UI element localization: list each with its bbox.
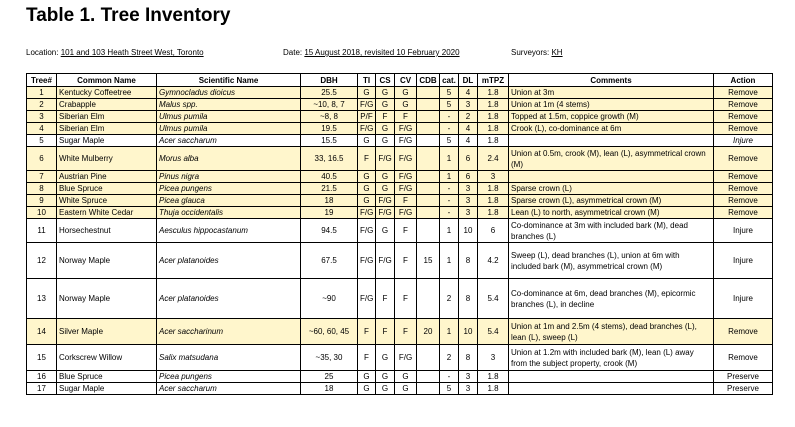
action-cell: Remove [714,99,773,111]
column-header: DBH [301,74,358,87]
cs-cell: F/G [376,195,395,207]
ti-cell: G [358,135,376,147]
cat-cell: 1 [440,243,459,279]
surveyors-value: KH [551,48,563,57]
column-header: cat. [440,74,459,87]
cdb-cell [417,207,440,219]
tree-number-cell: 12 [27,243,57,279]
table-row [27,195,773,207]
comments-cell: Union at 1m and 2.5m (4 stems), dead branches (L), lean (L), sweep (L) [509,319,714,345]
comments-cell: Union at 1.2m with included bark (M), lean (L) away from the subject property, crook (M) [509,345,714,371]
table-row [27,183,773,195]
action-cell: Preserve [714,383,773,395]
common-name-cell: Norway Maple [57,243,157,279]
tree-number-cell: 8 [27,183,57,195]
scientific-name-cell: Picea glauca [157,195,301,207]
action-cell: Injure [714,243,773,279]
dl-cell: 10 [459,319,478,345]
cv-cell: F/G [395,207,417,219]
cv-cell: F [395,279,417,319]
mtpz-cell: 1.8 [478,99,509,111]
tree-number-cell: 2 [27,99,57,111]
tree-number-cell: 13 [27,279,57,319]
dbh-cell: 94.5 [301,219,358,243]
cat-cell: 5 [440,99,459,111]
comments-cell: Union at 3m [509,87,714,99]
action-cell: Remove [714,147,773,171]
cdb-cell [417,123,440,135]
comments-cell [509,371,714,383]
cv-cell: F/G [395,135,417,147]
dl-cell: 8 [459,345,478,371]
table-row [27,171,773,183]
dbh-cell: 19 [301,207,358,219]
tree-number-cell: 5 [27,135,57,147]
mtpz-cell: 6 [478,219,509,243]
action-cell: Remove [714,319,773,345]
cv-cell: F/G [395,147,417,171]
comments-cell: Sweep (L), dead branches (L), union at 6m with included bark (M), asymmetrical crown (M) [509,243,714,279]
scientific-name-cell: Picea pungens [157,183,301,195]
common-name-cell: White Mulberry [57,147,157,171]
column-header: mTPZ [478,74,509,87]
cv-cell: F/G [395,171,417,183]
action-cell: Injure [714,279,773,319]
action-cell: Remove [714,171,773,183]
dbh-cell: ~35, 30 [301,345,358,371]
dl-cell: 10 [459,219,478,243]
dl-cell: 3 [459,183,478,195]
cs-cell: F/G [376,147,395,171]
cdb-cell [417,111,440,123]
cs-cell: G [376,171,395,183]
cv-cell: F [395,111,417,123]
ti-cell: G [358,371,376,383]
table-body [27,87,773,395]
cv-cell: F [395,243,417,279]
cdb-cell [417,183,440,195]
cs-cell: G [376,87,395,99]
cat-cell: - [440,371,459,383]
action-cell: Remove [714,207,773,219]
cdb-cell [417,87,440,99]
dl-cell: 3 [459,99,478,111]
dbh-cell: ~90 [301,279,358,319]
ti-cell: F [358,345,376,371]
column-header: Action [714,74,773,87]
cat-cell: - [440,123,459,135]
column-header: Comments [509,74,714,87]
cs-cell: F [376,319,395,345]
column-header: CDB [417,74,440,87]
cdb-cell [417,195,440,207]
dbh-cell: 67.5 [301,243,358,279]
dl-cell: 3 [459,383,478,395]
cv-cell: F [395,195,417,207]
dl-cell: 3 [459,371,478,383]
action-cell: Remove [714,87,773,99]
date-meta [283,48,460,57]
mtpz-cell: 2.4 [478,147,509,171]
cdb-cell [417,147,440,171]
column-header: Scientific Name [157,74,301,87]
cs-cell: G [376,123,395,135]
mtpz-cell: 1.8 [478,135,509,147]
cat-cell: - [440,207,459,219]
common-name-cell: Sugar Maple [57,383,157,395]
dl-cell: 3 [459,195,478,207]
header-row [27,74,773,87]
dl-cell: 4 [459,87,478,99]
dl-cell: 8 [459,243,478,279]
column-header: TI [358,74,376,87]
tree-number-cell: 14 [27,319,57,345]
common-name-cell: Crabapple [57,99,157,111]
location-value: 101 and 103 Heath Street West, Toronto [60,48,204,57]
comments-cell: Co-dominance at 3m with included bark (M), dead branches (L) [509,219,714,243]
ti-cell: G [358,383,376,395]
mtpz-cell: 1.8 [478,383,509,395]
comments-cell [509,383,714,395]
date-label: Date: [283,48,305,57]
scientific-name-cell: Ulmus pumila [157,123,301,135]
tree-number-cell: 4 [27,123,57,135]
cs-cell: F/G [376,207,395,219]
surveyors-meta [511,48,563,57]
mtpz-cell: 1.8 [478,183,509,195]
dl-cell: 3 [459,207,478,219]
action-cell: Injure [714,135,773,147]
cat-cell: 2 [440,345,459,371]
common-name-cell: Siberian Elm [57,111,157,123]
cat-cell: 5 [440,383,459,395]
cat-cell: 1 [440,147,459,171]
dbh-cell: 18 [301,383,358,395]
table-row [27,99,773,111]
mtpz-cell: 1.8 [478,207,509,219]
mtpz-cell: 5.4 [478,279,509,319]
scientific-name-cell: Acer saccharum [157,135,301,147]
dbh-cell: ~60, 60, 45 [301,319,358,345]
dbh-cell: 25 [301,371,358,383]
table-row [27,371,773,383]
location-label: Location: [26,48,61,57]
cdb-cell [417,345,440,371]
cv-cell: F [395,219,417,243]
cv-cell: F [395,319,417,345]
cdb-cell: 15 [417,243,440,279]
cdb-cell [417,383,440,395]
common-name-cell: Eastern White Cedar [57,207,157,219]
table-row [27,345,773,371]
mtpz-cell: 1.8 [478,111,509,123]
scientific-name-cell: Picea pungens [157,371,301,383]
column-header: Common Name [57,74,157,87]
table-row [27,243,773,279]
cs-cell: G [376,371,395,383]
cs-cell: G [376,135,395,147]
cat-cell: 5 [440,87,459,99]
ti-cell: F [358,319,376,345]
tree-number-cell: 10 [27,207,57,219]
surveyors-label: Surveyors: [511,48,552,57]
cv-cell: G [395,87,417,99]
dbh-cell: 15.5 [301,135,358,147]
column-header: Tree# [27,74,57,87]
dl-cell: 2 [459,111,478,123]
page-title: Table 1. Tree Inventory [26,5,231,26]
cdb-cell: 20 [417,319,440,345]
dl-cell: 6 [459,171,478,183]
scientific-name-cell: Pinus nigra [157,171,301,183]
cat-cell: - [440,111,459,123]
dl-cell: 4 [459,123,478,135]
common-name-cell: Corkscrew Willow [57,345,157,371]
scientific-name-cell: Acer platanoides [157,243,301,279]
tree-number-cell: 3 [27,111,57,123]
scientific-name-cell: Morus alba [157,147,301,171]
comments-cell: Sparse crown (L) [509,183,714,195]
common-name-cell: Austrian Pine [57,171,157,183]
cs-cell: F/G [376,243,395,279]
mtpz-cell: 1.8 [478,87,509,99]
cdb-cell [417,135,440,147]
dl-cell: 8 [459,279,478,319]
cat-cell: - [440,183,459,195]
common-name-cell: Blue Spruce [57,183,157,195]
common-name-cell: White Spruce [57,195,157,207]
ti-cell: G [358,183,376,195]
cs-cell: F [376,111,395,123]
cv-cell: G [395,383,417,395]
mtpz-cell: 3 [478,345,509,371]
ti-cell: G [358,87,376,99]
dbh-cell: 33, 16.5 [301,147,358,171]
action-cell: Remove [714,195,773,207]
cdb-cell [417,371,440,383]
tree-number-cell: 6 [27,147,57,171]
mtpz-cell: 1.8 [478,123,509,135]
cs-cell: G [376,345,395,371]
table-row [27,319,773,345]
table-row [27,135,773,147]
cat-cell: 2 [440,279,459,319]
dbh-cell: 40.5 [301,171,358,183]
table-row [27,147,773,171]
tree-number-cell: 1 [27,87,57,99]
cat-cell: 5 [440,135,459,147]
ti-cell: F/G [358,219,376,243]
ti-cell: G [358,195,376,207]
dbh-cell: ~8, 8 [301,111,358,123]
comments-cell [509,135,714,147]
dl-cell: 6 [459,147,478,171]
cdb-cell [417,279,440,319]
common-name-cell: Siberian Elm [57,123,157,135]
dbh-cell: 19.5 [301,123,358,135]
common-name-cell: Norway Maple [57,279,157,319]
cv-cell: G [395,99,417,111]
ti-cell: F [358,147,376,171]
cs-cell: G [376,99,395,111]
cs-cell: G [376,383,395,395]
mtpz-cell: 4.2 [478,243,509,279]
common-name-cell: Horsechestnut [57,219,157,243]
action-cell: Remove [714,345,773,371]
tree-number-cell: 16 [27,371,57,383]
cv-cell: G [395,371,417,383]
mtpz-cell: 1.8 [478,195,509,207]
comments-cell: Sparse crown (L), asymmetrical crown (M) [509,195,714,207]
ti-cell: F/G [358,207,376,219]
column-header: CV [395,74,417,87]
scientific-name-cell: Acer platanoides [157,279,301,319]
ti-cell: F/G [358,99,376,111]
comments-cell: Union at 1m (4 stems) [509,99,714,111]
action-cell: Remove [714,123,773,135]
ti-cell: F/G [358,123,376,135]
table-row [27,111,773,123]
comments-cell: Lean (L) to north, asymmetrical crown (M) [509,207,714,219]
cs-cell: G [376,183,395,195]
ti-cell: G [358,171,376,183]
scientific-name-cell: Gymnocladus dioicus [157,87,301,99]
action-cell: Injure [714,219,773,243]
dbh-cell: ~10, 8, 7 [301,99,358,111]
cv-cell: F/G [395,123,417,135]
cat-cell: 1 [440,319,459,345]
common-name-cell: Blue Spruce [57,371,157,383]
cdb-cell [417,171,440,183]
ti-cell: P/F [358,111,376,123]
scientific-name-cell: Malus spp. [157,99,301,111]
common-name-cell: Silver Maple [57,319,157,345]
table-row [27,123,773,135]
cv-cell: F/G [395,183,417,195]
scientific-name-cell: Aesculus hippocastanum [157,219,301,243]
table-row [27,279,773,319]
comments-cell: Co-dominance at 6m, dead branches (M), epicormic branches (L), in decline [509,279,714,319]
cdb-cell [417,219,440,243]
dbh-cell: 21.5 [301,183,358,195]
cv-cell: F/G [395,345,417,371]
column-header: DL [459,74,478,87]
comments-cell: Crook (L), co-dominance at 6m [509,123,714,135]
dbh-cell: 25.5 [301,87,358,99]
tree-number-cell: 7 [27,171,57,183]
mtpz-cell: 1.8 [478,371,509,383]
tree-inventory-table [26,73,773,395]
cat-cell: - [440,195,459,207]
action-cell: Remove [714,183,773,195]
tree-number-cell: 9 [27,195,57,207]
mtpz-cell: 5.4 [478,319,509,345]
comments-cell: Topped at 1.5m, coppice growth (M) [509,111,714,123]
common-name-cell: Kentucky Coffeetree [57,87,157,99]
common-name-cell: Sugar Maple [57,135,157,147]
scientific-name-cell: Acer saccharinum [157,319,301,345]
tree-number-cell: 15 [27,345,57,371]
table-row [27,219,773,243]
table-row [27,87,773,99]
date-value: 15 August 2018, revisited 10 February 2020 [304,48,460,57]
cat-cell: 1 [440,219,459,243]
location-meta [26,48,204,57]
tree-number-cell: 17 [27,383,57,395]
action-cell: Remove [714,111,773,123]
comments-cell [509,171,714,183]
scientific-name-cell: Acer saccharum [157,383,301,395]
table-row [27,207,773,219]
tree-number-cell: 11 [27,219,57,243]
table-row [27,383,773,395]
cdb-cell [417,99,440,111]
comments-cell: Union at 0.5m, crook (M), lean (L), asymmetrical crown (M) [509,147,714,171]
scientific-name-cell: Salix matsudana [157,345,301,371]
cs-cell: G [376,219,395,243]
cat-cell: 1 [440,171,459,183]
dbh-cell: 18 [301,195,358,207]
action-cell: Preserve [714,371,773,383]
scientific-name-cell: Ulmus pumila [157,111,301,123]
ti-cell: F/G [358,243,376,279]
ti-cell: F/G [358,279,376,319]
column-header: CS [376,74,395,87]
dl-cell: 4 [459,135,478,147]
scientific-name-cell: Thuja occidentalis [157,207,301,219]
cs-cell: F [376,279,395,319]
mtpz-cell: 3 [478,171,509,183]
